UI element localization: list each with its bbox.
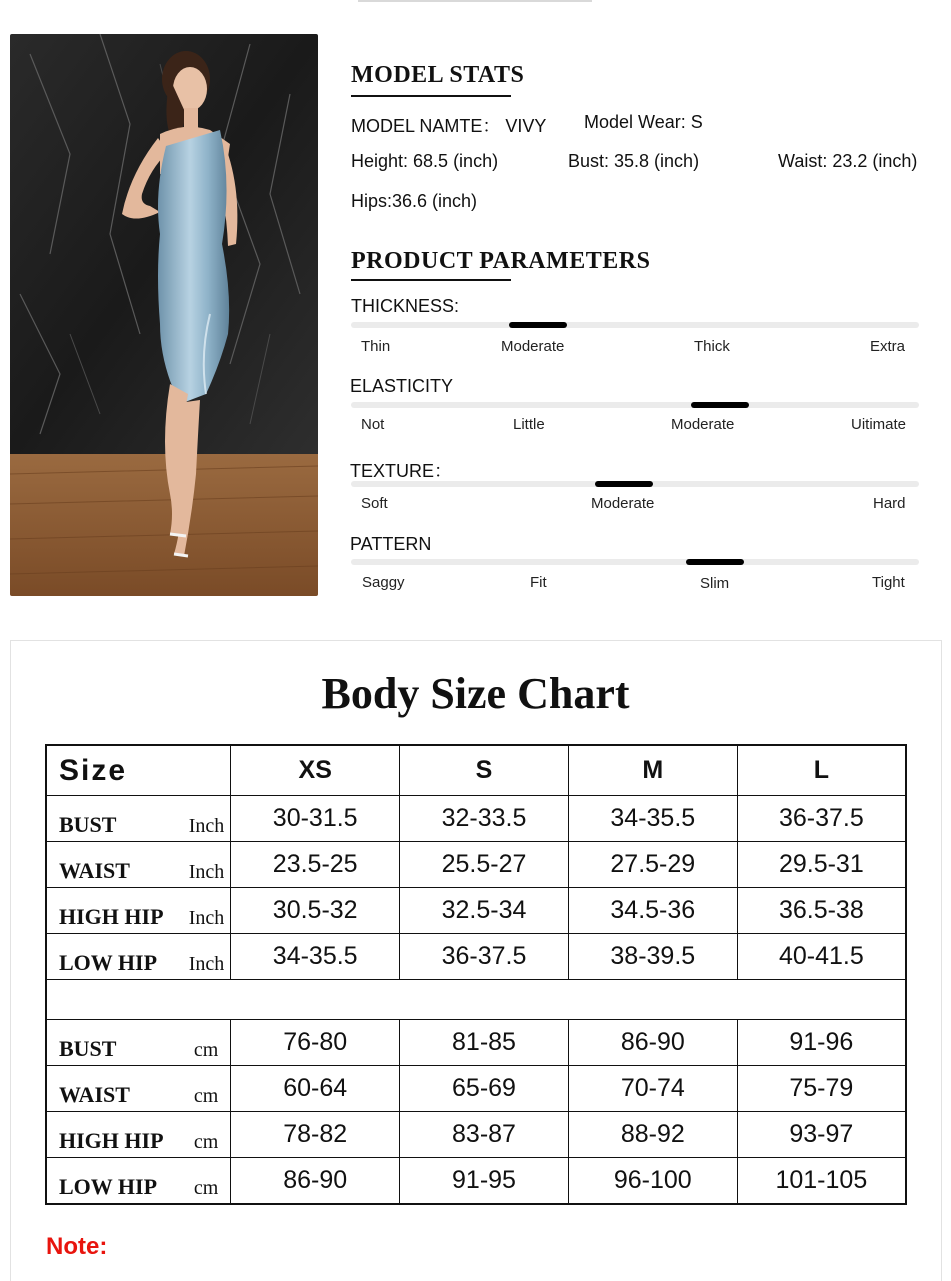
table-cell: 83-87 <box>400 1112 569 1158</box>
elasticity-tick-little: Little <box>513 416 545 433</box>
param-label-thickness: THICKNESS: <box>351 296 460 316</box>
size-header-cell: Size <box>46 745 231 796</box>
table-cell: 34-35.5 <box>231 934 400 980</box>
model-waist: Waist: 23.2 (inch) <box>778 151 918 171</box>
pattern-track <box>351 559 919 565</box>
measure-unit: Inch <box>188 815 225 837</box>
table-cell: 101-105 <box>737 1158 906 1205</box>
measure-unit: cm <box>193 1085 219 1107</box>
table-cell: 36.5-38 <box>737 888 906 934</box>
table-cell: 23.5-25 <box>231 842 400 888</box>
table-spacer-cell <box>46 980 906 1020</box>
elasticity-tick-not: Not <box>361 416 385 433</box>
table-row <box>46 1112 906 1158</box>
size-header-row <box>46 745 906 796</box>
pattern-tick-tight: Tight <box>872 574 905 591</box>
table-cell: 78-82 <box>231 1112 400 1158</box>
model-stats-underline <box>351 95 511 97</box>
table-cell: 29.5-31 <box>737 842 906 888</box>
table-cell: 86-90 <box>231 1158 400 1205</box>
elasticity-marker <box>691 402 749 408</box>
product-parameters-underline <box>351 279 511 281</box>
table-row <box>46 888 906 934</box>
elasticity-tick-ultimate: Uitimate <box>851 416 907 433</box>
table-spacer-row <box>46 980 906 1020</box>
elasticity-tick-moderate: Moderate <box>671 416 735 433</box>
table-cell: 30-31.5 <box>231 796 400 842</box>
note-label: Note: <box>46 1233 108 1260</box>
top-divider <box>358 0 592 2</box>
model-photo <box>10 34 318 596</box>
measure-name: BUST <box>59 1036 117 1061</box>
thickness-tick-thick: Thick <box>694 338 730 355</box>
table-row <box>46 1158 906 1205</box>
measure-name: WAIST <box>59 1082 130 1107</box>
table-cell: 32.5-34 <box>400 888 569 934</box>
measure-name: LOW HIP <box>59 950 158 975</box>
table-cell: 25.5-27 <box>400 842 569 888</box>
texture-tick-hard: Hard <box>873 495 906 512</box>
texture-tick-moderate: Moderate <box>591 495 655 512</box>
table-cell: 34-35.5 <box>568 796 737 842</box>
measure-unit: cm <box>193 1039 219 1061</box>
table-row <box>46 1066 906 1112</box>
measure-name: HIGH HIP <box>59 1128 164 1153</box>
pattern-tick-saggy: Saggy <box>362 574 405 591</box>
table-cell: 96-100 <box>568 1158 737 1205</box>
thickness-tick-moderate: Moderate <box>501 338 565 355</box>
elasticity-track <box>351 402 919 408</box>
table-cell: 81-85 <box>400 1020 569 1066</box>
size-table <box>45 744 907 1205</box>
measure-unit: Inch <box>188 953 225 975</box>
table-cell: 30.5-32 <box>231 888 400 934</box>
table-cell: 93-97 <box>737 1112 906 1158</box>
table-row <box>46 796 906 842</box>
measure-unit: Inch <box>188 907 225 929</box>
table-cell: 88-92 <box>568 1112 737 1158</box>
model-height: Height: 68.5 (inch) <box>351 151 499 171</box>
pattern-tick-fit: Fit <box>530 574 547 591</box>
table-cell: 36-37.5 <box>400 934 569 980</box>
texture-tick-soft: Soft <box>361 495 388 512</box>
table-cell: 38-39.5 <box>568 934 737 980</box>
product-parameters-title: PRODUCT PARAMETERS <box>351 248 651 274</box>
param-label-elasticity: ELASTICITY <box>350 376 454 396</box>
pattern-marker <box>686 559 744 565</box>
measure-name: WAIST <box>59 858 130 883</box>
table-cell: 65-69 <box>400 1066 569 1112</box>
table-cell: 91-96 <box>737 1020 906 1066</box>
size-chart-title: Body Size Chart <box>321 669 630 718</box>
model-name: MODEL NAMTE： VIVY <box>351 116 547 136</box>
model-wear: Model Wear: S <box>584 112 703 132</box>
measure-unit: cm <box>193 1131 219 1153</box>
table-row <box>46 842 906 888</box>
table-cell: 75-79 <box>737 1066 906 1112</box>
texture-track <box>351 481 919 487</box>
thickness-marker <box>509 322 567 328</box>
model-stats-title: MODEL STATS <box>351 62 525 88</box>
table-cell: 86-90 <box>568 1020 737 1066</box>
measure-name: LOW HIP <box>59 1174 158 1199</box>
pattern-tick-slim: Slim <box>700 575 730 592</box>
measure-name: HIGH HIP <box>59 904 164 929</box>
table-cell: 70-74 <box>568 1066 737 1112</box>
table-cell: 40-41.5 <box>737 934 906 980</box>
table-cell: 27.5-29 <box>568 842 737 888</box>
table-cell: 60-64 <box>231 1066 400 1112</box>
table-row <box>46 1020 906 1066</box>
size-header-s: S <box>400 745 569 796</box>
measure-unit: cm <box>193 1177 219 1199</box>
table-cell: 32-33.5 <box>400 796 569 842</box>
size-header-m: M <box>568 745 737 796</box>
size-header-xs: XS <box>231 745 400 796</box>
thickness-tick-thin: Thin <box>361 338 391 355</box>
thickness-tick-extra: Extra <box>870 338 906 355</box>
table-row <box>46 934 906 980</box>
param-label-texture: TEXTURE： <box>350 461 453 481</box>
size-header-l: L <box>737 745 906 796</box>
model-bust: Bust: 35.8 (inch) <box>568 151 700 171</box>
table-cell: 34.5-36 <box>568 888 737 934</box>
measure-unit: Inch <box>188 861 225 883</box>
table-cell: 91-95 <box>400 1158 569 1205</box>
param-label-pattern: PATTERN <box>350 534 432 554</box>
thickness-track <box>351 322 919 328</box>
table-cell: 36-37.5 <box>737 796 906 842</box>
measure-name: BUST <box>59 812 117 837</box>
texture-marker <box>595 481 653 487</box>
model-hips: Hips:36.6 (inch) <box>351 191 478 211</box>
table-cell: 76-80 <box>231 1020 400 1066</box>
